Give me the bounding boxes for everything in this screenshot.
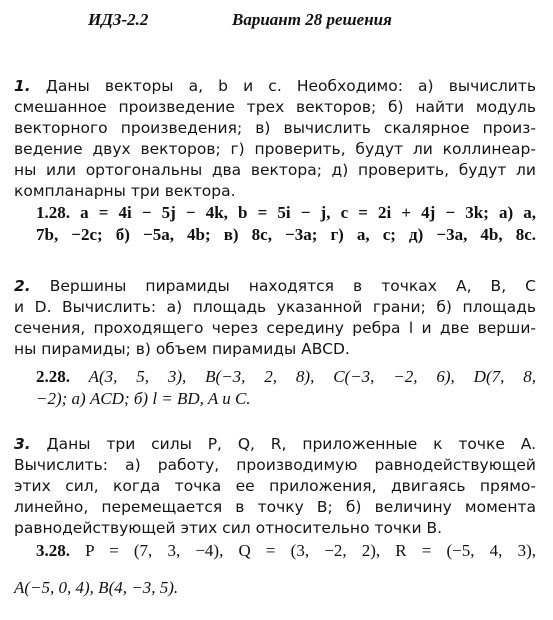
problem-3-line: равнодействующей этих сил относительно точки B.: [14, 519, 443, 537]
answer-1: [36, 202, 536, 246]
problem-2-number: 2.: [14, 277, 31, 295]
problem-1-line: 1. Даны векторы a, b и c. Необходимо: а) вычислить: [14, 77, 536, 95]
problem-1-line: компланарны три вектора.: [14, 182, 236, 200]
problem-1-line: векторного произведения; в) вычислить скалярное произ-: [14, 119, 536, 137]
problem-3-text: [14, 434, 536, 539]
answer-3-label: 3.28.: [36, 541, 70, 560]
answer-2-label: 2.28.: [36, 367, 70, 386]
problem-2-line: сечения, проходящего через середину ребра l и две верши-: [14, 319, 536, 337]
answer-1-line: 7b, −2c; б) −5a, 4b; в) 8c, −3a; г) a, c; д) −3a, 4b, 8c.: [36, 225, 536, 244]
problem-3-line: Вычислить: а) работу, производимую равнодействующей: [14, 456, 536, 474]
problem-3-number: 3.: [14, 435, 31, 453]
problem-2-line: 2. Вершины пирамиды находятся в точках A, B, C: [14, 277, 536, 295]
problem-1-number: 1.: [14, 77, 31, 95]
answer-3: [36, 540, 536, 562]
answer-2: [36, 366, 536, 410]
answer-2-line: 2.28. A(3, 5, 3), B(−3, 2, 8), C(−3, −2, 6), D(7, 8,: [36, 367, 536, 386]
document-header: [0, 8, 553, 34]
answer-1-line: 1.28. a = 4i − 5j − 4k, b = 5i − j, c = 2i + 4j − 3k; а) a,: [36, 203, 536, 222]
header-assignment-code: ИДЗ-2.2: [88, 10, 149, 29]
problem-2-line: и D. Вычислить: а) площадь указанной грани; б) площадь: [14, 298, 536, 316]
problem-3-line: этих сил, когда точка ее приложения, двигаясь прямо-: [14, 477, 536, 495]
answer-3-line: A(−5, 0, 4), B(4, −3, 5).: [14, 578, 179, 597]
answer-3-line: 3.28. P = (7, 3, −4), Q = (3, −2, 2), R = (−5, 4, 3),: [36, 541, 536, 560]
problem-1-line: ны или ортогональны два вектора; д) проверить, будут ли: [14, 161, 536, 179]
problem-1-text: [14, 76, 536, 202]
problem-3-line: линейно, перемещается в точку B; б) величину момента: [14, 498, 536, 516]
answer-2-line: −2); а) ACD; б) l = BD, A и C.: [36, 389, 251, 408]
header-variant-title: Вариант 28 решения: [232, 10, 392, 29]
problem-1-line: ведение двух векторов; г) проверить, будут ли коллинеар-: [14, 140, 536, 158]
answer-1-label: 1.28.: [36, 203, 70, 222]
problem-1-line: смешанное произведение трех векторов; б) найти модуль: [14, 98, 536, 116]
problem-2-text: [14, 276, 536, 360]
problem-3-line: 3. Даны три силы P, Q, R, приложенные к точке A.: [14, 435, 536, 453]
answer-3-continuation: [14, 577, 536, 599]
problem-2-line: ны пирамиды; в) объем пирамиды ABCD.: [14, 340, 350, 358]
